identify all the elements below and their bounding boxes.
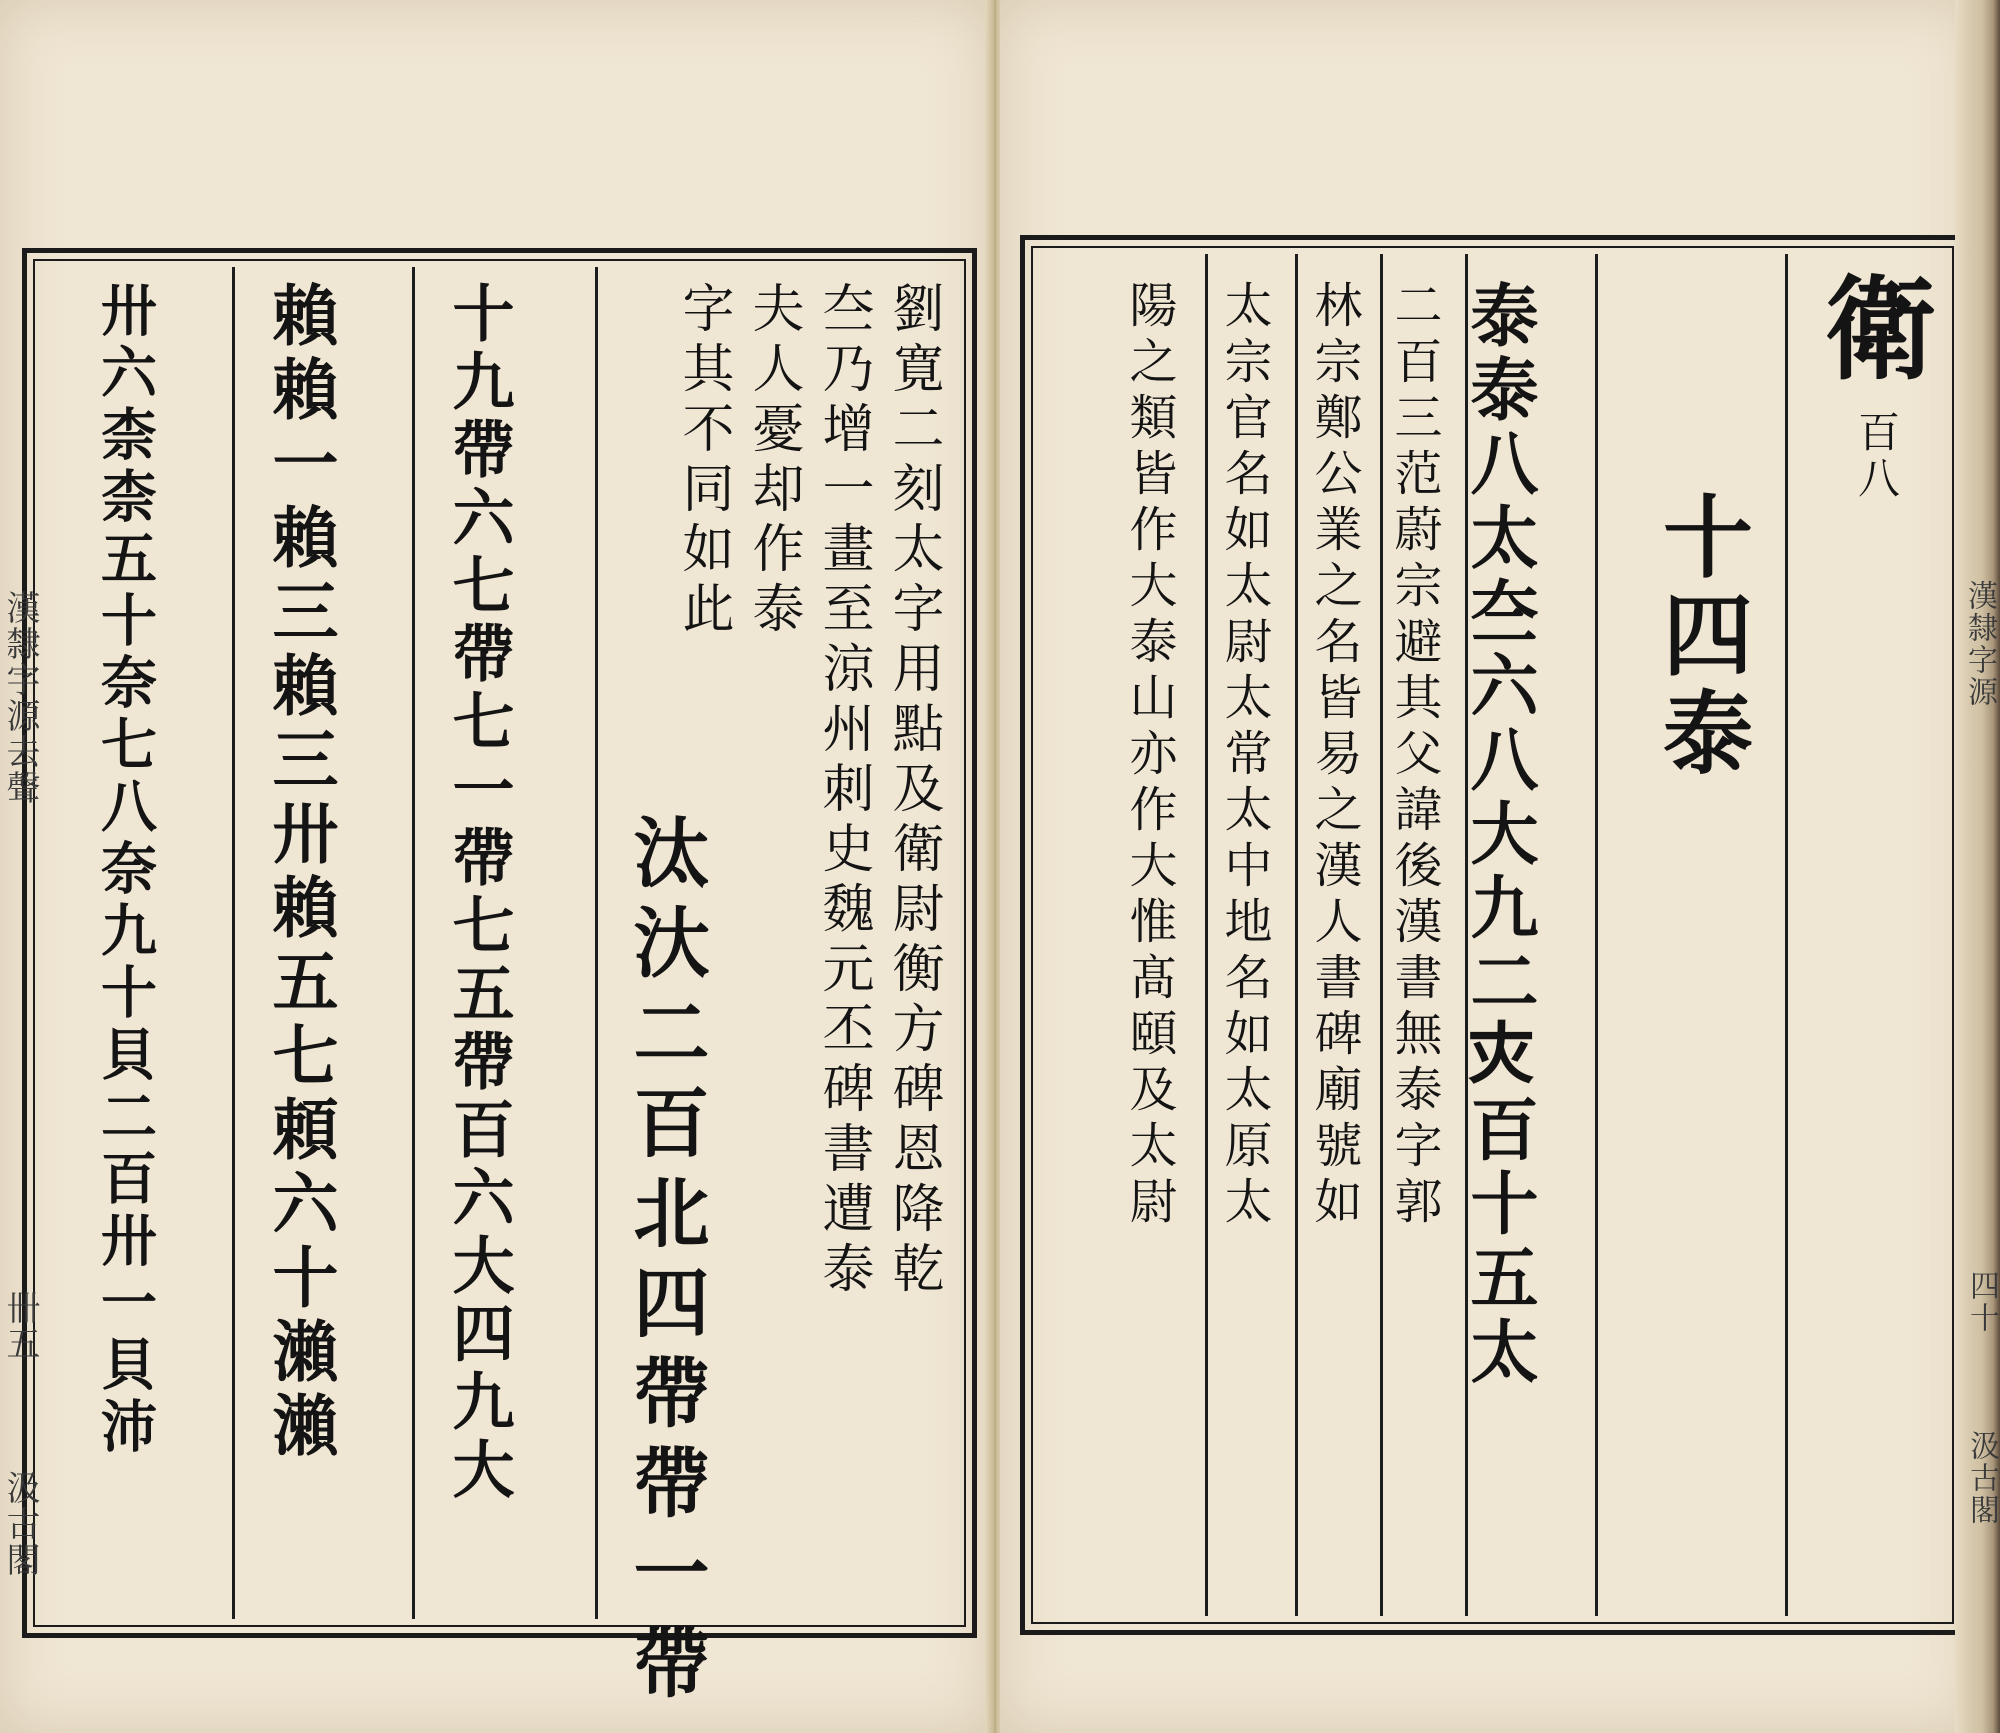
left-margin-press: 汲古閣 — [0, 1470, 40, 1578]
glyph-forms-column: 十九帶六七帶七一帶七五帶百六大四九大 — [442, 281, 515, 1505]
right-page — [1000, 0, 1975, 1733]
column-rule — [1595, 254, 1598, 1616]
section-heading: 十四泰 — [1647, 490, 1753, 784]
right-margin-page: 四十 — [1964, 1270, 1999, 1334]
right-margin-title: 漢隸字源 — [1962, 580, 1997, 708]
commentary-column: 夳乃增一畫至涼州刺史魏元丕碑書遭泰 — [813, 281, 873, 1301]
right-margin-press: 汲古閣 — [1964, 1430, 1999, 1526]
column-rule — [1295, 254, 1298, 1616]
column-rule — [595, 267, 598, 1619]
glyph-forms-column: 賴賴一賴三賴三卅賴五七頼六十瀨瀨 — [261, 281, 339, 1465]
head-character: 衛 — [1806, 270, 1937, 382]
head-note: 百八 — [1852, 410, 1901, 502]
commentary-column: 二百三范蔚宗避其父諱後漢書無泰字郭 — [1386, 280, 1442, 1232]
glyph-forms-column: 卅六柰柰五十奈七八奈九十貝二百卅一貝沛 — [92, 281, 158, 1459]
commentary-column: 陽之類皆作大泰山亦作大惟髙頤及太尉 — [1121, 280, 1177, 1232]
commentary-column: 太宗官名如太尉太常太中地名如太原太 — [1216, 280, 1272, 1232]
page-fore-edge — [1955, 0, 2000, 1733]
column-rule — [1205, 254, 1208, 1616]
glyph-forms-column: 汰汏二百北四帶帶一帶 — [621, 813, 710, 1713]
column-rule — [1380, 254, 1383, 1616]
left-page-frame — [22, 248, 977, 1713]
left-page — [0, 0, 990, 1733]
left-margin-page: 卌五 — [0, 1290, 40, 1362]
commentary-column: 夫人憂却作泰 — [743, 281, 803, 641]
commentary-column: 字其不同如此 — [673, 281, 733, 641]
left-margin-title: 漢隸字源去聲 — [0, 590, 40, 806]
column-rule — [1785, 254, 1788, 1616]
commentary-column: 劉寛二刻太字用點及衛尉衡方碑恩降乾 — [883, 281, 943, 1301]
column-rule — [412, 267, 415, 1619]
glyph-forms-column: 泰泰八太夳六八大九二𡗜百十五太 — [1459, 280, 1539, 1390]
commentary-column: 林宗鄭公業之名皆易之漢人書碑廟號如 — [1306, 280, 1362, 1232]
right-page-frame — [1020, 235, 1965, 1635]
column-rule — [232, 267, 235, 1619]
